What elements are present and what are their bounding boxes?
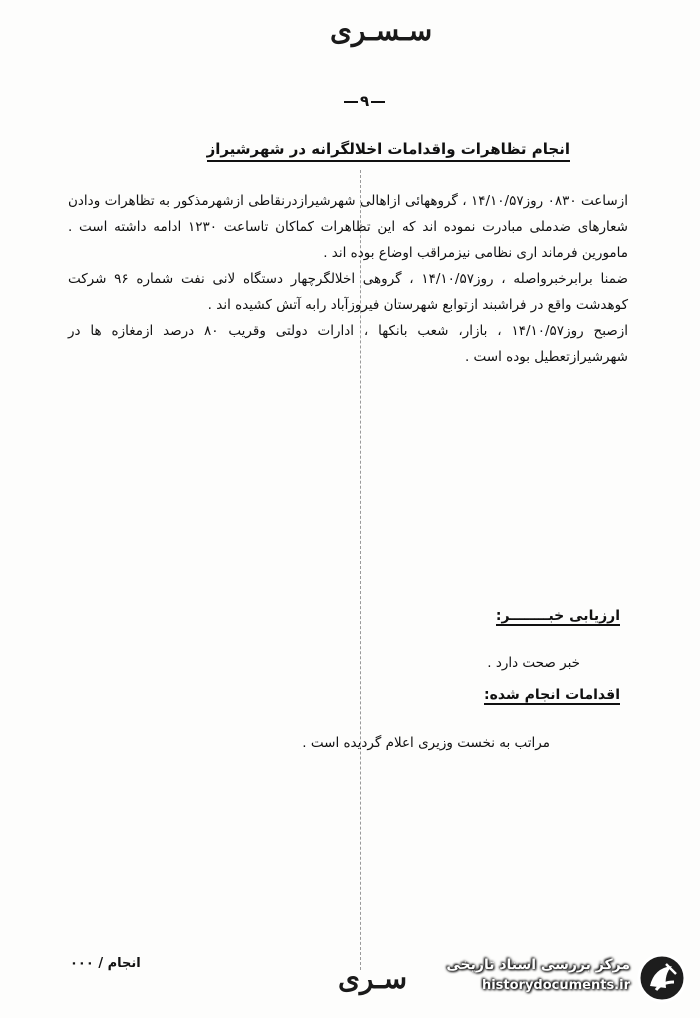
paragraph-2: ضمنا برابرخبرواصله ، روز۱۴/۱۰/۵۷ ، گروهی اخلالگرچهار دستگاه لانی نفت شماره ۹۶ شرکت کوهدشت واقع در فراشبند ازتوابع شهرستان فیروزآباد رابه آتش کشیده اند .	[68, 271, 628, 313]
watermark-url: historydocuments.ir	[481, 978, 630, 993]
watermark-org-name: مرکز بررسی اسناد تاریخی	[446, 957, 630, 973]
review-text: خبر صحت دارد .	[487, 655, 580, 671]
actions-heading: اقدامات انجام شده:	[484, 687, 620, 703]
page-number: ۹	[342, 92, 387, 110]
body-text	[68, 188, 628, 370]
paragraph-3: ازصبح روز۱۴/۱۰/۵۷ ، بازار، شعب بانکها ، ادارات دولتی وقریب ۸۰ درصد ازمغازه ها در شهرشیرازتعطیل بوده است .	[68, 323, 629, 365]
subject-heading: انجام تظاهرات واقدامات اخلالگرانه در شهرشیراز	[207, 140, 570, 162]
watermark-texts	[418, 954, 630, 996]
archive-logo-icon	[636, 952, 688, 1004]
end-mark: انجام / ۰۰۰	[70, 956, 141, 971]
watermark	[418, 950, 688, 1008]
review-heading: ارزیابی خبــــــــر:	[495, 608, 620, 624]
actions-text: مراتب به نخست وزیری اعلام گردیده است .	[302, 735, 550, 751]
classification-stamp-top: سـسـری	[330, 14, 433, 47]
paragraph-1: ازساعت ۰۸۳۰ روز۱۴/۱۰/۵۷ ، گروههائی ازاهالی شهرشیرازدرنقاطی ازشهرمذکور به تظاهرات ودادن شعارهای ضدملی مبادرت نموده اند که این تظاهرات کماکان تاساعت ۱۲۳۰ ادامه داشته است . مامورین فرماند اری نظامی نیزمراقب اوضاع بوده اند .	[68, 193, 628, 261]
classification-stamp-bottom: سـری	[338, 962, 408, 995]
